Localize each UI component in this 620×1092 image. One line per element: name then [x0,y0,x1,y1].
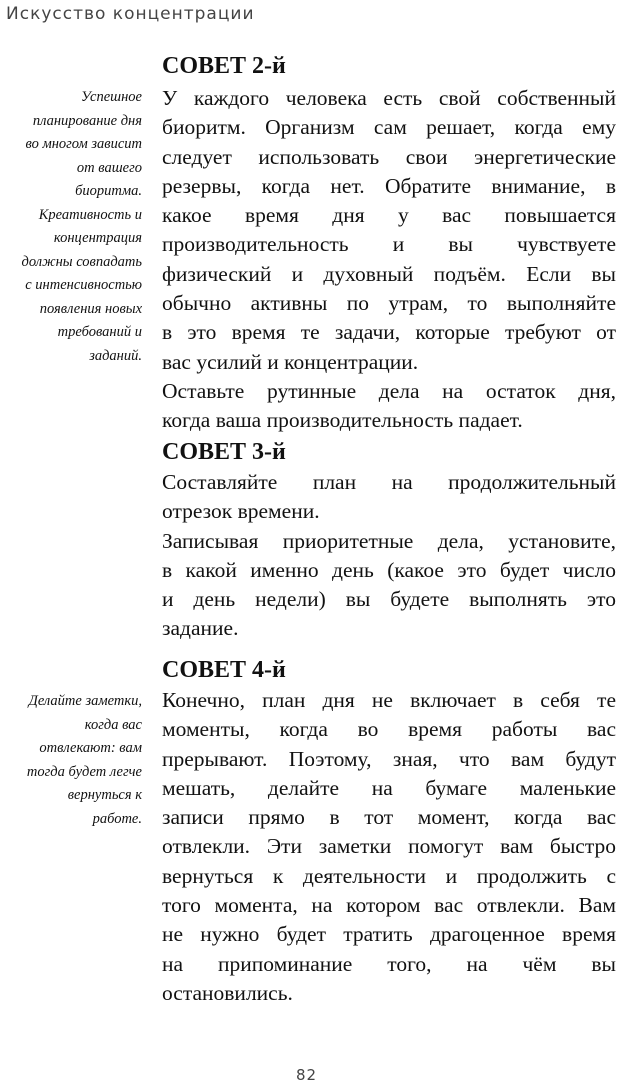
text-line: отвлекли. Эти заметки помогут вам быстро [162,834,616,859]
margin-note-line: Делайте заметки, [28,693,142,709]
text-line: производительность и вы чувствуете [162,232,616,257]
section-body [162,84,616,436]
text-line: в это время те задачи, которые требуют от [162,320,616,345]
section-heading: СОВЕТ 4-й [162,657,286,683]
text-line: следует использовать свои энергетические [162,144,616,169]
margin-note-line: во многом зависит [25,136,142,152]
margin-note-line: от вашего [76,159,142,176]
margin-note-line: заданий. [89,347,142,364]
margin-note-line: с интенсивностью [25,277,142,293]
margin-note-line: тогда будет легче [26,763,142,780]
text-line: вернуться к деятельности и продолжить с [162,863,616,888]
margin-note-line: вернуться к [67,787,142,803]
text-line: записи прямо в тот момент, когда вас [162,805,616,830]
margin-note-line: Успешное [80,89,142,105]
margin-note-line: требований и [57,324,142,340]
text-line: физический и духовный подъём. Если вы [162,261,616,286]
margin-note-line: работе. [92,810,142,827]
text-line: того момента, на котором вас отвлекли. Вам [162,893,616,918]
text-line: прерывают. Поэтому, зная, что вам будут [162,746,616,771]
text-line: остановились. [162,980,293,1005]
text-line: задание. [162,616,239,641]
margin-note-line: биоритма. [75,183,142,199]
margin-note [0,690,142,831]
text-line: Составляйте план на продолжительный [162,470,616,494]
text-line: мешать, делайте на бумаге маленькие [162,775,616,800]
page-number: 82 [296,1066,318,1084]
margin-note-line: планирование дня [32,112,142,129]
margin-note-line: концентрация [53,230,142,246]
text-line: вас усилий и концентрации. [162,349,419,374]
text-line: Оставьте рутинные дела на остаток дня, [162,378,616,403]
text-line: обычно активны по утрам, то выполняйте [162,291,616,316]
text-line: какое время дня у вас повышается [162,203,616,228]
text-line: биоритм. Организм сам решает, когда ему [162,115,616,140]
text-line: на припоминание того, на чём вы [162,951,616,976]
margin-note-line: Креативность и [38,206,142,223]
margin-note-line: когда вас [84,716,142,733]
text-line: У каждого человека есть свой собственный [162,86,616,110]
section-body [162,686,616,1008]
text-line: отрезок времени. [162,499,320,524]
text-line: в какой именно день (какое это будет число [162,557,616,582]
text-line: Конечно, план дня не включает в себя те [162,688,616,712]
margin-note-line: должны совпадать [21,253,142,270]
text-line: не нужно будет тратить драгоценное время [162,922,616,947]
text-line: когда ваша производительность падает. [162,408,523,433]
running-head: Искусство концентрации [6,4,255,24]
text-line: моменты, когда во время работы вас [162,717,616,742]
text-line: резервы, когда нет. Обратите внимание, в [162,173,616,198]
margin-note-line: появления новых [39,300,142,317]
margin-note [0,86,142,368]
section-body [162,468,616,644]
text-line: и день недели) вы будете выполнять это [162,587,616,612]
text-line: Записывая приоритетные дела, установите, [162,528,616,553]
section-heading: СОВЕТ 3-й [162,439,286,465]
section-heading: СОВЕТ 2-й [162,53,286,79]
margin-note-line: отвлекают: вам [39,740,142,756]
